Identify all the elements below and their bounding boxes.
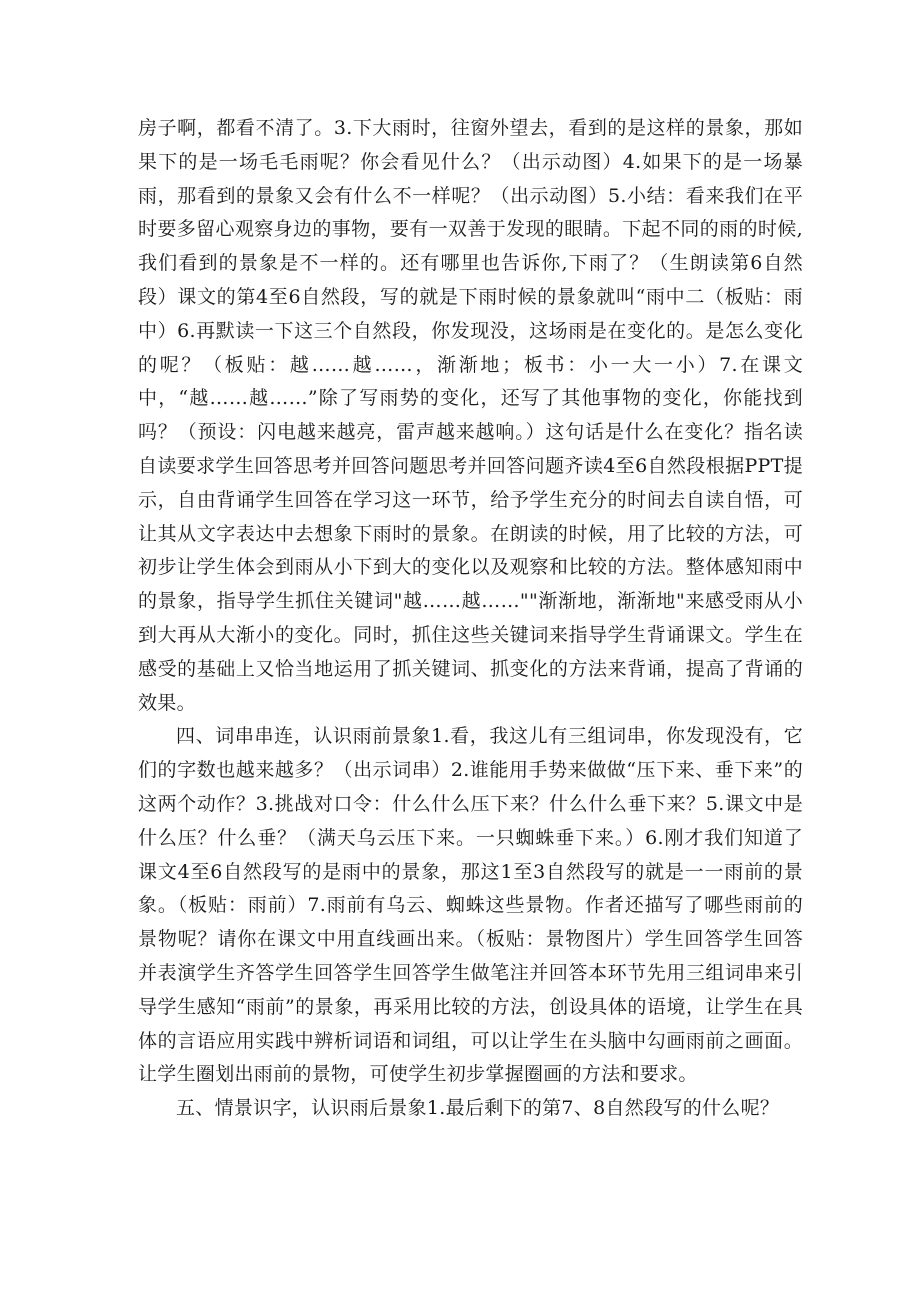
paragraph-section-four: 四、词串串连，认识雨前景象1.看，我这儿有三组词串，你发现没有，它们的字数也越来越多？（出示词串）2.谁能用手势来做做“压下来、垂下来”的这两个动作？3.挑战对口令：什么什么压下来？什么什么垂下来？5.课文中是什么压？什么垂？（满天乌云压下来。一只蜘蛛垂下来。）6.刚才我们知道了课文4至6自然段写的是雨中的景象，那这1至3自然段写的就是一一雨前的景象。（板贴：雨前）7.雨前有乌云、蜘蛛这些景物。作者还描写了哪些雨前的景物呢？请你在课文中用直线画出来。（板贴：景物图片）学生回答学生回答并表演学生齐答学生回答学生回答学生做笔注并回答本环节先用三组词串来引导学生感知“雨前”的景象，再采用比较的方法，创设具体的语境，让学生在具体的言语应用实践中辨析词语和词组，可以让学生在头脑中勾画雨前之画面。让学生圈划出雨前的景物，可使学生初步掌握圈画的方法和要求。 [138,725,803,1086]
paragraph-continuation: 房子啊，都看不清了。3.下大雨时，往窗外望去，看到的是这样的景象，那如果下的是一场毛毛雨呢？你会看见什么？（出示动图）4.如果下的是一场暴雨，那看到的景象又会有什么不一样呢？（出示动图）5.小结：看来我们在平时要多留心观察身边的事物，要有一双善于发现的眼睛。下起不同的雨的时候,我们看到的景象是不一样的。还有哪里也告诉你,下雨了？（生朗读第6自然段）课文的第4至6自然段，写的就是下雨时候的景象就叫“雨中二（板贴：雨中）6.再默读一下这三个自然段，你发现没，这场雨是在变化的。是怎么变化的呢？（板贴：越……越……，渐渐地；板书：小一大一小）7.在课文中，“越……越……”除了写雨势的变化，还写了其他事物的变化，你能找到吗？（预设：闪电越来越亮，雷声越来越响。）这句话是什么在变化？指名读自读要求学生回答思考并回答问题思考并回答问题齐读4至6自然段根据PPT提示，自由背诵学生回答在学习这一环节，给予学生充分的时间去自读自悟，可让其从文字表达中去想象下雨时的景象。在朗读的时候，用了比较的方法，可初步让学生体会到雨从小下到大的变化以及观察和比较的方法。整体感知雨中的景象，指导学生抓住关键词"越……越……""渐渐地，渐渐地"来感受雨从小到大再从大渐小的变化。同时，抓住这些关键词来指导学生背诵课文。学生在感受的基础上又恰当地运用了抓关键词、抓变化的方法来背诵，提高了背诵的效果。 [138,117,803,714]
document-page [138,112,803,1126]
paragraph-section-five: 五、情景识字，认识雨后景象1.最后剩下的第7、8自然段写的什么呢？ [176,1097,780,1120]
